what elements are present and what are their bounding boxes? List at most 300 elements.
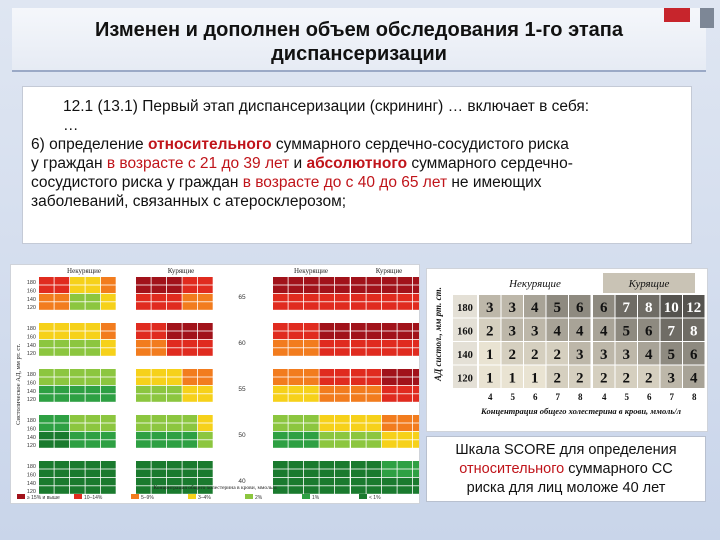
risk-cell — [101, 440, 116, 448]
risk-cell — [55, 386, 70, 394]
risk-cell — [39, 461, 54, 469]
risk-cell — [101, 277, 116, 285]
risk-cell — [351, 285, 366, 293]
risk-cell — [136, 461, 151, 469]
risk-cell — [335, 440, 350, 448]
risk-cell — [55, 340, 70, 348]
risk-cell — [382, 294, 397, 302]
bp-row-label: 140 — [26, 480, 36, 487]
risk-cell — [273, 394, 288, 402]
risk-cell — [398, 348, 413, 356]
risk-cell — [304, 432, 319, 440]
risk-cell — [273, 277, 288, 285]
risk-cell — [39, 394, 54, 402]
risk-cell — [413, 294, 419, 302]
risk-cell — [86, 285, 101, 293]
risk-cell — [183, 461, 198, 469]
risk-cell — [152, 469, 167, 477]
risk-cell — [320, 423, 335, 431]
bp-row-label: 120 — [26, 351, 36, 358]
risk-cell — [101, 323, 116, 331]
risk-cell — [136, 478, 151, 486]
risk-cell — [198, 415, 213, 423]
risk-cell — [136, 469, 151, 477]
risk-cell — [55, 478, 70, 486]
risk-cell — [152, 394, 167, 402]
risk-cell — [335, 302, 350, 310]
risk-cell — [70, 369, 85, 377]
risk-cell — [289, 277, 304, 285]
risk-cell — [86, 461, 101, 469]
nonsmoking-cell-value: 2 — [576, 370, 584, 387]
risk-cell — [413, 469, 419, 477]
risk-cell — [101, 486, 116, 494]
risk-cell — [304, 377, 319, 385]
risk-cell — [398, 394, 413, 402]
risk-cell — [335, 285, 350, 293]
smoking-cell-value: 3 — [667, 370, 675, 387]
risk-cell — [398, 432, 413, 440]
risk-cell — [289, 294, 304, 302]
risk-cell — [351, 394, 366, 402]
legend-label: 10–14% — [84, 495, 103, 501]
risk-cell — [86, 348, 101, 356]
risk-cell — [351, 440, 366, 448]
risk-cell — [398, 440, 413, 448]
risk-cell — [136, 432, 151, 440]
risk-cell — [198, 285, 213, 293]
risk-cell — [273, 415, 288, 423]
risk-cell — [136, 285, 151, 293]
risk-cell — [335, 369, 350, 377]
risk-cell — [367, 440, 382, 448]
smoking-cell-value: 5 — [667, 347, 675, 363]
risk-cell — [413, 432, 419, 440]
risk-cell — [55, 377, 70, 385]
risk-cell — [86, 469, 101, 477]
risk-cell — [101, 461, 116, 469]
risk-cell — [273, 285, 288, 293]
risk-cell — [413, 440, 419, 448]
smoking-label: Курящие — [628, 278, 670, 290]
chol-tick-label: 8 — [578, 392, 583, 402]
risk-cell — [382, 331, 397, 339]
risk-cell — [304, 478, 319, 486]
chol-tick-label: 7 — [669, 392, 674, 402]
risk-cell — [335, 415, 350, 423]
risk-cell — [273, 348, 288, 356]
risk-cell — [273, 377, 288, 385]
risk-cell — [289, 331, 304, 339]
relative-risk-table — [426, 268, 708, 432]
risk-cell — [136, 331, 151, 339]
bp-row-label: 120 — [26, 397, 36, 404]
risk-cell — [413, 415, 419, 423]
risk-cell — [86, 277, 101, 285]
risk-cell — [367, 323, 382, 331]
smoking-cell-value: 7 — [622, 300, 630, 316]
nonsmoking-cell-value: 4 — [553, 323, 561, 340]
legend-swatch — [131, 494, 139, 499]
relative-risk-grid — [427, 269, 707, 431]
risk-cell — [101, 302, 116, 310]
bp-row-label: 120 — [26, 305, 36, 312]
risk-cell — [351, 377, 366, 385]
risk-cell — [304, 394, 319, 402]
risk-cell — [335, 478, 350, 486]
nonsmoking-cell-value: 1 — [508, 370, 516, 387]
risk-cell — [198, 323, 213, 331]
smoking-cell-value: 3 — [600, 347, 608, 363]
risk-cell — [413, 394, 419, 402]
risk-cell — [39, 432, 54, 440]
risk-cell — [86, 394, 101, 402]
smoking-cell-value: 12 — [686, 300, 702, 316]
risk-cell — [289, 469, 304, 477]
risk-cell — [320, 469, 335, 477]
risk-cell — [289, 302, 304, 310]
risk-cell — [101, 377, 116, 385]
risk-cell — [198, 461, 213, 469]
risk-cell — [136, 415, 151, 423]
risk-cell — [70, 277, 85, 285]
risk-cell — [152, 285, 167, 293]
risk-cell — [351, 423, 366, 431]
risk-cell — [55, 394, 70, 402]
risk-cell — [167, 331, 182, 339]
risk-cell — [198, 377, 213, 385]
risk-cell — [167, 469, 182, 477]
risk-cell — [101, 331, 116, 339]
risk-cell — [70, 440, 85, 448]
legend-swatch — [359, 494, 367, 499]
risk-cell — [39, 277, 54, 285]
risk-cell — [152, 323, 167, 331]
risk-cell — [304, 486, 319, 494]
risk-cell — [55, 277, 70, 285]
content-item-6-line-4: заболеваний, связанных с атеросклерозом; — [31, 193, 347, 210]
smoking-cell-value: 3 — [622, 347, 630, 363]
risk-cell — [101, 369, 116, 377]
risk-cell — [289, 377, 304, 385]
risk-cell — [183, 440, 198, 448]
risk-cell — [335, 294, 350, 302]
risk-cell — [398, 302, 413, 310]
risk-cell — [335, 469, 350, 477]
risk-cell — [273, 461, 288, 469]
risk-cell — [198, 348, 213, 356]
risk-cell — [367, 423, 382, 431]
risk-cell — [101, 285, 116, 293]
risk-cell — [304, 423, 319, 431]
risk-cell — [136, 348, 151, 356]
nonsmoking-cell-value: 2 — [531, 347, 539, 363]
risk-cell — [183, 369, 198, 377]
risk-cell — [289, 478, 304, 486]
risk-cell — [86, 302, 101, 310]
risk-cell — [398, 386, 413, 394]
risk-cell — [86, 423, 101, 431]
risk-cell — [289, 323, 304, 331]
risk-cell — [273, 440, 288, 448]
risk-cell — [167, 394, 182, 402]
risk-cell — [101, 294, 116, 302]
risk-cell — [382, 377, 397, 385]
risk-cell — [367, 377, 382, 385]
risk-cell — [304, 469, 319, 477]
risk-cell — [39, 377, 54, 385]
caption-line-2: относительного суммарного СС — [459, 461, 673, 477]
risk-cell — [152, 331, 167, 339]
risk-cell — [367, 340, 382, 348]
nonsmoking-cell-value: 2 — [553, 370, 561, 387]
bp-axis-label: АД систол., мм рт. ст. — [433, 287, 443, 381]
risk-cell — [398, 323, 413, 331]
risk-cell — [382, 340, 397, 348]
risk-cell — [70, 469, 85, 477]
risk-cell — [152, 277, 167, 285]
bp-row-label: 180 — [26, 418, 36, 424]
smoking-cell-value: 6 — [645, 323, 653, 340]
bp-row-label: 160 — [26, 334, 36, 341]
smoking-cell-value: 2 — [600, 370, 608, 387]
risk-cell — [70, 285, 85, 293]
legend-label: < 1% — [369, 495, 381, 501]
risk-cell — [86, 323, 101, 331]
bp-row-label: 140 — [26, 296, 36, 303]
content-line-1: 12.1 (13.1) Первый этап диспансеризации (скрининг) … включает в себя: — [63, 98, 590, 115]
risk-cell — [382, 478, 397, 486]
chol-tick-label: 6 — [533, 392, 538, 402]
risk-cell — [413, 386, 419, 394]
risk-cell — [70, 386, 85, 394]
bp-row-label: 180 — [26, 372, 36, 378]
risk-cell — [320, 440, 335, 448]
risk-cell — [70, 323, 85, 331]
smoking-cell-value: 4 — [600, 323, 608, 340]
risk-cell — [198, 394, 213, 402]
nonsmoking-cell-value: 2 — [486, 323, 494, 340]
bp-row-label: 180 — [26, 280, 36, 286]
risk-cell — [367, 331, 382, 339]
risk-cell — [289, 340, 304, 348]
risk-cell — [351, 331, 366, 339]
risk-cell — [70, 461, 85, 469]
nonsmoking-cell-value: 1 — [486, 370, 494, 387]
risk-cell — [86, 369, 101, 377]
risk-cell — [167, 415, 182, 423]
risk-cell — [367, 432, 382, 440]
risk-cell — [335, 331, 350, 339]
content-item-6-line-2: у граждан в возрасте с 21 до 39 лет и абсолютного суммарного сердечно- — [31, 155, 573, 172]
risk-cell — [335, 348, 350, 356]
nonsmoking-cell-value: 3 — [508, 300, 516, 316]
risk-cell — [289, 432, 304, 440]
risk-cell — [382, 423, 397, 431]
risk-cell — [320, 340, 335, 348]
risk-cell — [55, 294, 70, 302]
risk-cell — [367, 294, 382, 302]
smoking-cell-value: 4 — [690, 370, 698, 387]
risk-cell — [136, 323, 151, 331]
risk-cell — [55, 461, 70, 469]
risk-cell — [320, 302, 335, 310]
risk-cell — [320, 277, 335, 285]
risk-cell — [335, 277, 350, 285]
nonsmoking-label: Некурящие — [509, 278, 561, 290]
nonsmoking-cell-value: 3 — [486, 300, 494, 316]
risk-cell — [413, 423, 419, 431]
risk-cell — [70, 423, 85, 431]
risk-cell — [413, 348, 419, 356]
risk-cell — [70, 415, 85, 423]
risk-cell — [351, 415, 366, 423]
risk-cell — [101, 394, 116, 402]
risk-cell — [367, 478, 382, 486]
risk-cell — [289, 461, 304, 469]
risk-cell — [289, 348, 304, 356]
age-label: 40 — [238, 478, 246, 485]
risk-cell — [70, 394, 85, 402]
risk-cell — [55, 369, 70, 377]
risk-cell — [289, 369, 304, 377]
risk-cell — [320, 377, 335, 385]
risk-cell — [413, 323, 419, 331]
risk-cell — [39, 423, 54, 431]
risk-cell — [198, 440, 213, 448]
nonsmoking-cell-value: 6 — [576, 300, 584, 316]
smoking-cell-value: 8 — [645, 300, 653, 316]
risk-cell — [320, 369, 335, 377]
risk-cell — [351, 469, 366, 477]
risk-cell — [167, 423, 182, 431]
risk-cell — [152, 432, 167, 440]
risk-cell — [198, 423, 213, 431]
risk-cell — [382, 461, 397, 469]
risk-cell — [101, 478, 116, 486]
risk-cell — [198, 469, 213, 477]
risk-cell — [152, 348, 167, 356]
caption-box — [426, 436, 706, 502]
risk-cell — [398, 294, 413, 302]
risk-cell — [101, 348, 116, 356]
legend-label: ≥ 15% и выше — [27, 495, 60, 501]
nonsmoking-cell-value: 3 — [576, 347, 584, 363]
risk-cell — [335, 486, 350, 494]
risk-cell — [351, 386, 366, 394]
risk-cell — [70, 302, 85, 310]
risk-cell — [367, 369, 382, 377]
risk-cell — [136, 423, 151, 431]
risk-cell — [335, 432, 350, 440]
nonsmoking-cell-value: 1 — [486, 347, 494, 363]
men-nonsmoking-label: Некурящие — [294, 267, 328, 275]
bp-row-label: 160 — [26, 426, 36, 433]
risk-cell — [367, 277, 382, 285]
risk-cell — [70, 432, 85, 440]
risk-cell — [55, 415, 70, 423]
risk-cell — [382, 394, 397, 402]
nonsmoking-cell-value: 4 — [531, 300, 539, 316]
risk-cell — [86, 478, 101, 486]
risk-cell — [320, 461, 335, 469]
smoking-cell-value: 6 — [600, 300, 608, 316]
risk-cell — [86, 415, 101, 423]
risk-cell — [167, 294, 182, 302]
risk-cell — [273, 331, 288, 339]
risk-cell — [86, 294, 101, 302]
risk-cell — [351, 486, 366, 494]
risk-cell — [101, 340, 116, 348]
risk-cell — [55, 323, 70, 331]
chol-axis-label: Концентрация общего холестерина в крови, ммоль/л — [153, 485, 277, 491]
risk-cell — [304, 323, 319, 331]
risk-cell — [273, 294, 288, 302]
risk-cell — [304, 331, 319, 339]
risk-cell — [101, 423, 116, 431]
age-label: 50 — [238, 432, 246, 439]
risk-cell — [351, 432, 366, 440]
risk-cell — [152, 302, 167, 310]
risk-cell — [367, 302, 382, 310]
risk-cell — [39, 302, 54, 310]
risk-cell — [183, 277, 198, 285]
risk-cell — [398, 331, 413, 339]
legend-label: 3–4% — [198, 495, 211, 501]
risk-cell — [183, 415, 198, 423]
bp-row-label: 160 — [26, 288, 36, 295]
risk-cell — [167, 369, 182, 377]
chol-tick-label: 5 — [510, 392, 515, 402]
risk-cell — [86, 331, 101, 339]
risk-cell — [183, 469, 198, 477]
risk-cell — [398, 461, 413, 469]
risk-cell — [183, 423, 198, 431]
risk-cell — [39, 486, 54, 494]
risk-cell — [70, 486, 85, 494]
risk-cell — [183, 331, 198, 339]
risk-cell — [382, 285, 397, 293]
women-nonsmoking-label: Некурящие — [67, 267, 101, 275]
risk-cell — [39, 285, 54, 293]
bp-axis-label: Систолическое АД, мм рт. ст. — [15, 343, 22, 425]
risk-cell — [351, 302, 366, 310]
men-smoking-label: Курящие — [375, 267, 403, 275]
risk-cell — [101, 469, 116, 477]
risk-cell — [55, 348, 70, 356]
risk-cell — [86, 340, 101, 348]
risk-cell — [273, 469, 288, 477]
bp-row-label: 180 — [26, 464, 36, 470]
risk-cell — [39, 323, 54, 331]
risk-cell — [167, 440, 182, 448]
risk-cell — [198, 277, 213, 285]
risk-cell — [136, 302, 151, 310]
risk-cell — [304, 285, 319, 293]
score-risk-table — [10, 264, 420, 504]
risk-cell — [413, 340, 419, 348]
risk-cell — [136, 394, 151, 402]
risk-cell — [398, 415, 413, 423]
risk-cell — [183, 323, 198, 331]
risk-cell — [382, 486, 397, 494]
risk-cell — [398, 277, 413, 285]
risk-cell — [198, 294, 213, 302]
risk-cell — [70, 331, 85, 339]
risk-cell — [335, 377, 350, 385]
risk-cell — [198, 302, 213, 310]
risk-cell — [398, 486, 413, 494]
